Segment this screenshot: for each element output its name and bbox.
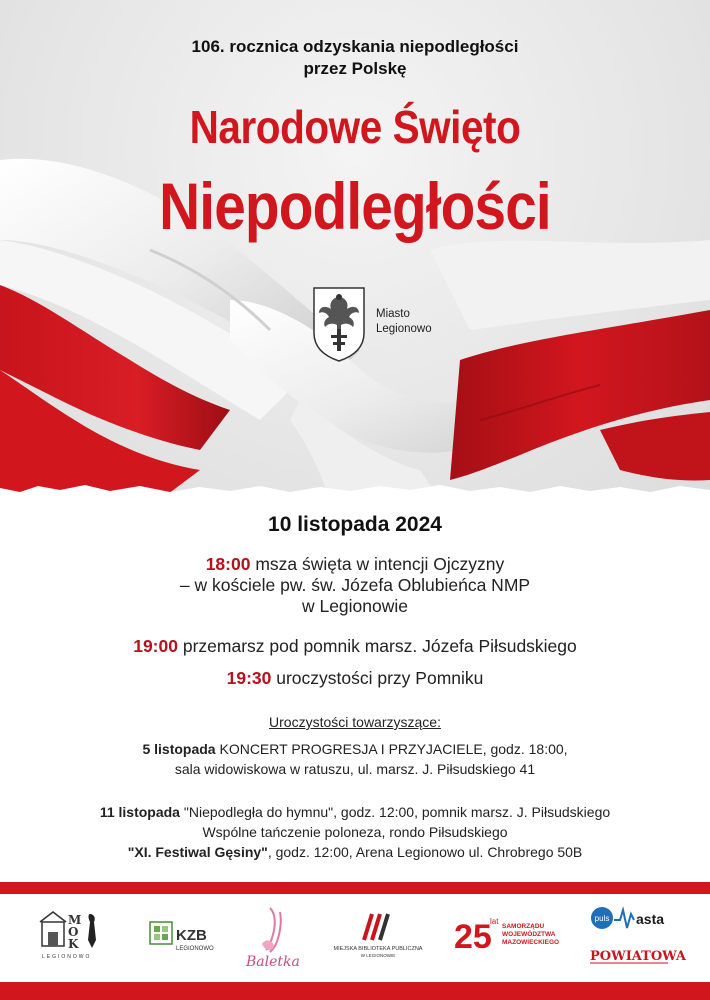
kzb-sub-label: LEGIONOWO [176, 946, 214, 952]
baletka-label: Baletka [246, 954, 300, 970]
event-text-line-2: – w kościele pw. św. Józefa Oblubieńca NMP [179, 575, 531, 595]
event-ceremony [0, 668, 710, 689]
event-text: przemarsz pod pomnik marsz. Józefa Piłsudskiego [177, 636, 577, 656]
kzb-label: KZB [176, 927, 207, 944]
crest-label [376, 307, 432, 337]
item-text-line-2: Wspólne tańczenie poloneza, rondo Piłsudskiego [202, 824, 508, 840]
title-line-2: Niepodległości [159, 169, 551, 243]
accompanying-item-2 [0, 802, 710, 862]
anniversary-subtitle [0, 36, 710, 80]
event-march [0, 636, 710, 657]
anniv-lat: lat [490, 917, 499, 926]
anniv-number: 25 [454, 918, 492, 956]
title-line-1: Narodowe Święto [189, 101, 521, 153]
subtitle-line-2: przez Polskę [303, 59, 407, 78]
event-mass [0, 554, 710, 617]
svg-text:O: O [68, 925, 79, 939]
event-time: 19:00 [133, 636, 178, 656]
svg-text:K: K [68, 937, 79, 951]
kzb-logo-icon [148, 918, 218, 954]
item-day: 5 listopada [142, 741, 216, 757]
item-text: KONCERT PROGRESJA I PRZYJACIELE, godz. 18:00, [215, 741, 568, 757]
powiatowa-logo-icon [588, 944, 687, 966]
item-text-line-3: , godz. 12:00, Arena Legionowo ul. Chrobrego 50B [267, 844, 583, 860]
sponsor-logos [0, 896, 710, 976]
subtitle-line-1: 106. rocznica odzyskania niepodległości [191, 37, 519, 56]
crest-label-line-2: Legionowo [376, 323, 432, 335]
accompanying-item-1 [0, 739, 710, 779]
item-day: 11 listopada [99, 804, 180, 820]
item-text-line-2: sala widowiskowa w ratuszu, ul. marsz. J. Piłsudskiego 41 [174, 761, 536, 777]
event-text: msza święta w intencji Ojczyzny [250, 554, 505, 574]
powiatowa-label: POWIATOWA [590, 949, 687, 964]
event-text-line-3: w Legionowie [301, 596, 409, 616]
anniv-line-1: SAMORZĄDU [502, 923, 545, 930]
anniv-line-2: WOJEWÓDZTWA [502, 931, 556, 938]
red-divider-bottom [0, 982, 710, 1000]
accompanying-title: Uroczystości towarzyszące: [269, 714, 441, 730]
miasta-label: asta [636, 911, 665, 927]
library-line-1: MIEJSKA BIBLIOTEKA PUBLICZNA [333, 946, 423, 952]
svg-text:M: M [68, 913, 82, 927]
event-time: 18:00 [205, 554, 251, 574]
item-text: "Niepodległa do hymnu", godz. 12:00, pomnik marsz. J. Piłsudskiego [179, 804, 611, 820]
red-divider-top [0, 882, 710, 894]
event-text: uroczystości przy Pomniku [271, 668, 484, 688]
puls-miasta-logo-icon [590, 904, 672, 932]
library-line-2: W LEGIONOWIE [360, 953, 396, 958]
mok-logo-icon [38, 910, 110, 960]
legionowo-crest-icon [311, 285, 367, 363]
festival-name: "XI. Festiwal Gęsiny" [127, 844, 268, 860]
anniv-line-3: MAZOWIECKIEGO [502, 939, 560, 946]
mok-sub-label: LEGIONOWO [42, 954, 92, 960]
baletka-logo-icon [240, 904, 310, 970]
event-date: 10 listopada 2024 [268, 513, 442, 536]
library-logo-icon [326, 910, 430, 962]
crest-label-line-1: Miasto [376, 308, 410, 320]
puls-label: puls [594, 914, 610, 923]
anniversary-25-logo-icon [452, 912, 564, 958]
event-time: 19:30 [226, 668, 272, 688]
